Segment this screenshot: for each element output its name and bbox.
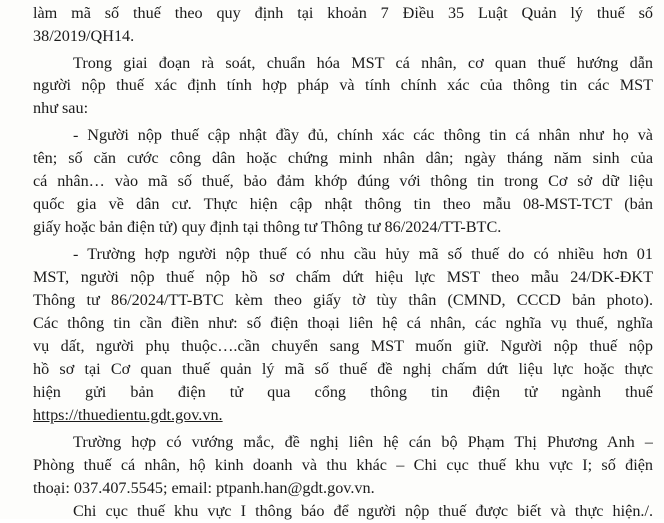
text-line-10: giấy hoặc bản điện tử) quy định tại thông tư Thông tư 86/2024/TT-BTC. <box>33 218 502 236</box>
text-line-20: Phòng thuế cá nhân, hộ kinh doanh và thu khác – Chi cục thuế khu vực I; số điện <box>33 456 653 474</box>
text-line-15: vụ dất, người phụ thuộc….cần chuyển sang MST muốn giữ. Người nộp thuế nộp <box>33 337 653 355</box>
text-line-2: 38/2019/QH14. <box>33 27 135 45</box>
text-line-1: làm mã số thuế theo quy định tại khoản 7 Điều 35 Luật Quản lý thuế số <box>33 4 653 22</box>
text-line-22: Chi cục thuế khu vực I thông báo để người nộp thuế được biết và thực hiện./. <box>73 502 653 520</box>
text-line-14: Các thông tin cần điền như: số điện thoại liên hệ cá nhân, các nghĩa vụ thuế, nghĩa <box>33 314 653 332</box>
text-line-16: hồ sơ tại Cơ quan thuế quản lý mã số thuế đề nghị chấm dứt liệu lực hoặc thực <box>33 360 653 378</box>
url-line <box>33 404 653 427</box>
text-line-4: người nộp thuế xác định tính hợp pháp và tính chính xác của thông tin các MST <box>33 76 653 94</box>
text-line-7: tên; số căn cước công dân hoặc chứng minh nhân dân; ngày tháng năm sinh của <box>33 149 653 167</box>
text-line-5: như sau: <box>33 99 89 117</box>
text-line-17: hiện gửi bản điện tử qua cổng thông tin điện tử ngành thuế <box>33 383 653 401</box>
text-line-3: Trong giai đoạn rà soát, chuẩn hóa MST cá nhân, cơ quan thuế hướng dẫn <box>73 54 653 72</box>
text-line-9: quốc gia về dân cư. Thực hiện cập nhật thông tin theo mẫu 08-MST-TCT (bản <box>33 195 653 213</box>
text-line-19: Trường hợp có vướng mắc, đề nghị liên hệ cán bộ Phạm Thị Phương Anh – <box>73 433 653 451</box>
text-line-8: cá nhân… vào mã số thuế, bảo đảm khớp đúng với thông tin trong Cơ sở dữ liệu <box>33 172 653 190</box>
website-link[interactable]: https://thuedientu.gdt.gov.vn. <box>33 406 223 424</box>
text-line-21: thoại: 037.407.5545; email: ptpanh.han@gdt.gov.vn. <box>33 479 375 497</box>
text-line-11: - Trường hợp người nộp thuế có nhu cầu hủy mã số thuế do có nhiều hơn 01 <box>73 245 653 263</box>
text-line-6: - Người nộp thuế cập nhật đầy đủ, chính xác các thông tin cá nhân như họ và <box>73 126 653 144</box>
text-line-12: MST, người nộp thuế nộp hồ sơ chấm dứt hiệu lực MST theo mẫu 24/DK-ĐKT <box>33 268 653 286</box>
text-line-13: Thông tư 86/2024/TT-BTC kèm theo giấy tờ tùy thân (CMND, CCCD bản photo). <box>33 291 653 309</box>
